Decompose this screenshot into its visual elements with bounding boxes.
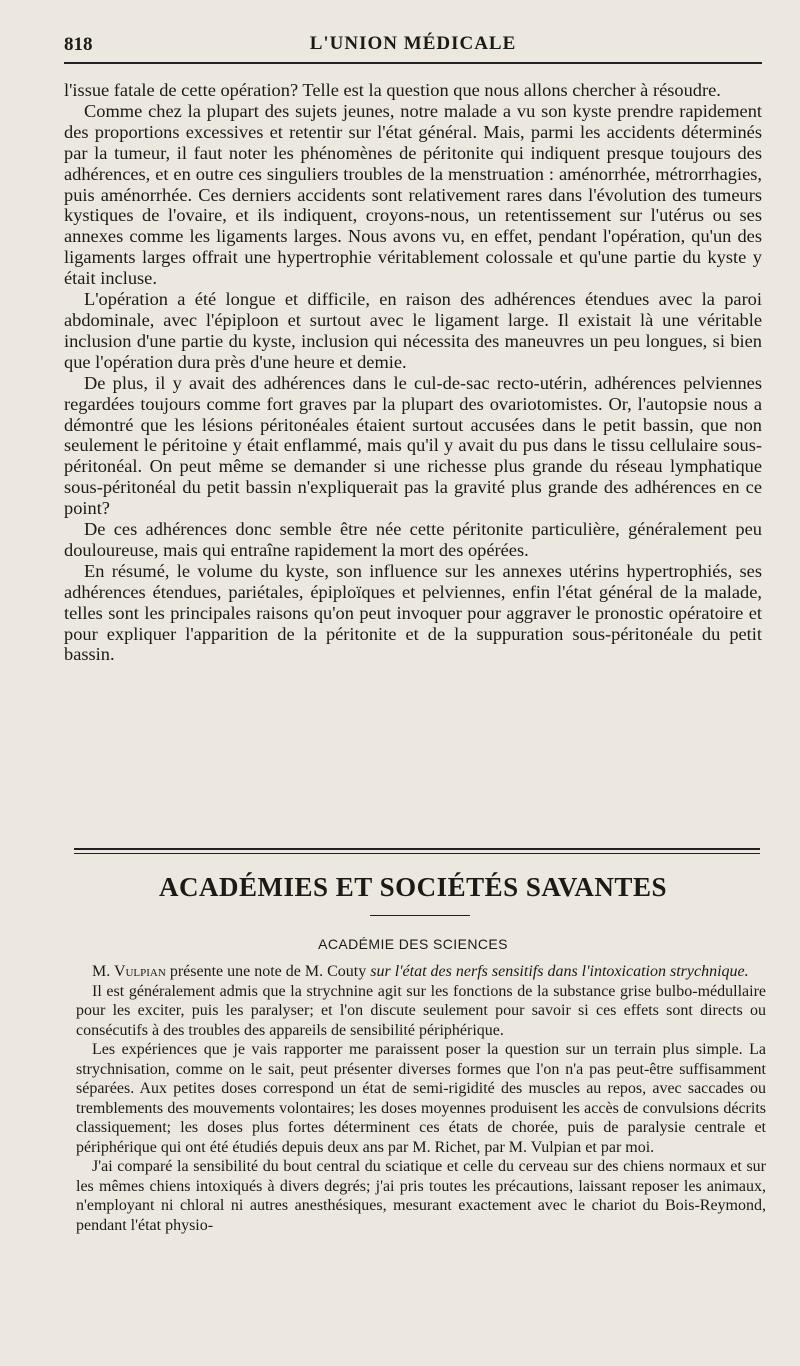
subsection-title: ACADÉMIE DES SCIENCES (318, 936, 508, 952)
paragraph: De plus, il y avait des adhérences dans le cul-de-sac recto-utérin, adhérences pelviennes regardées toujours comme fort graves par la plupart des ovariotomistes. Or, l'autopsie nous a démontré que les lésions péritonéales étaient surtout accusées dans le petit bassin, que non seulement le péritoine y était enflammé, mais qu'il y avait du pus dans le tissu cellulaire sous-péritonéal. On peut même se demander si une richesse plus grande du réseau lymphatique sous-péritonéal du petit bassin n'expliquerait pas la gravité plus grande des adhérences en ce point? (64, 372, 762, 519)
paragraph: Il est généralement admis que la strychnine agit sur les fonctions de la substance grise bulbo-médullaire pour les exciter, puis les paralyser; et l'on discute seulement pour savoir si ces effets sont directs ou consécutifs à des troubles des appareils de sensibilité périphérique. (76, 982, 766, 1039)
running-title: L'UNION MÉDICALE (309, 33, 517, 54)
paragraph (76, 962, 766, 982)
intro-text: présente une note de M. Couty (165, 963, 371, 980)
paragraph: l'issue fatale de cette opération? Telle est la question que nous allons chercher à résoudre. (64, 80, 721, 100)
paragraph: L'opération a été longue et difficile, en raison des adhérences étendues avec la paroi abdominale, avec l'épiploon et surtout avec le ligament large. Il existait là une véritable inclusion d'une partie du kyste, inclusion qui nécessita des maneuvres un peu longues, si bien que l'opération dura près d'une heure et demie. (64, 289, 762, 372)
page-number: 818 (64, 34, 93, 55)
paragraph: Comme chez la plupart des sujets jeunes, notre malade a vu son kyste prendre rapidement des proportions excessives et retentir sur l'état général. Mais, parmi les accidents déterminés par la tumeur, il faut noter les phénomènes de péritonite qui indiquent presque toujours des adhérences, et en outre ces singuliers troubles de la menstruation : aménorrhée, métrorrhagies, puis aménorrhée. Ces derniers accidents sont relativement rares dans l'évolution des tumeurs kystiques de l'ovaire, et ils indiquent, croyons-nous, un retentissement sur l'utérus ou ses annexes comme les ligaments larges. Nous avons vu, en effet, pendant l'opération, qu'un des ligaments larges offrait une hypertrophie véritablement colossale et qu'une partie du kyste y était incluse. (64, 100, 762, 289)
speaker-name: M. Vulpian (92, 963, 166, 980)
note-title: sur l'état des nerfs sensitifs dans l'intoxication strychnique. (370, 963, 749, 980)
article-body (64, 80, 762, 665)
paragraph: En résumé, le volume du kyste, son influence sur les annexes utérins hypertrophiés, ses adhérences étendues, pariétales, épiploïques et pelviennes, enfin l'état général de la malade, telles sont les principales raisons qu'on peut invoquer pour aggraver le pronostic opératoire et pour expliquer l'apparition de la péritonite et de la suppuration sous-péritonéale du petit bassin. (64, 560, 762, 665)
title-underline (370, 915, 470, 916)
paragraph: De ces adhérences donc semble être née cette péritonite particulière, généralement peu douloureuse, mais qui entraîne rapidement la mort des opérées. (64, 519, 762, 560)
section-divider (74, 848, 760, 854)
academy-report (76, 962, 766, 1235)
header-rule (64, 62, 762, 64)
paragraph: J'ai comparé la sensibilité du bout central du sciatique et celle du cerveau sur des chiens normaux et sur les mêmes chiens intoxiqués à divers degrés; j'ai pris toutes les précautions, laissant reposer les animaux, n'employant ni chloral ni autres anesthésiques, mesurant exactement avec le chariot du Bois-Reymond, pendant l'état physio- (76, 1158, 766, 1234)
page-header (64, 30, 762, 60)
paragraph: Les expériences que je vais rapporter me paraissent poser la question sur un terrain plus simple. La strychnisation, comme on le sait, peut présenter diverses formes que l'on n'a pas peut-être suffisamment séparées. Aux petites doses correspond un état de semi-rigidité des muscles au repos, avec saccades ou tremblements des mouvements volontaires; les doses moyennes produisent les accès de convulsions décrits classiquement; les doses plus fortes déterminent ces états de chorée, puis de paralysie centrale et périphérique qui ont été étudiés depuis deux ans par M. Richet, par M. Vulpian et par moi. (76, 1041, 766, 1156)
section-title: ACADÉMIES ET SOCIÉTÉS SAVANTES (159, 872, 667, 902)
